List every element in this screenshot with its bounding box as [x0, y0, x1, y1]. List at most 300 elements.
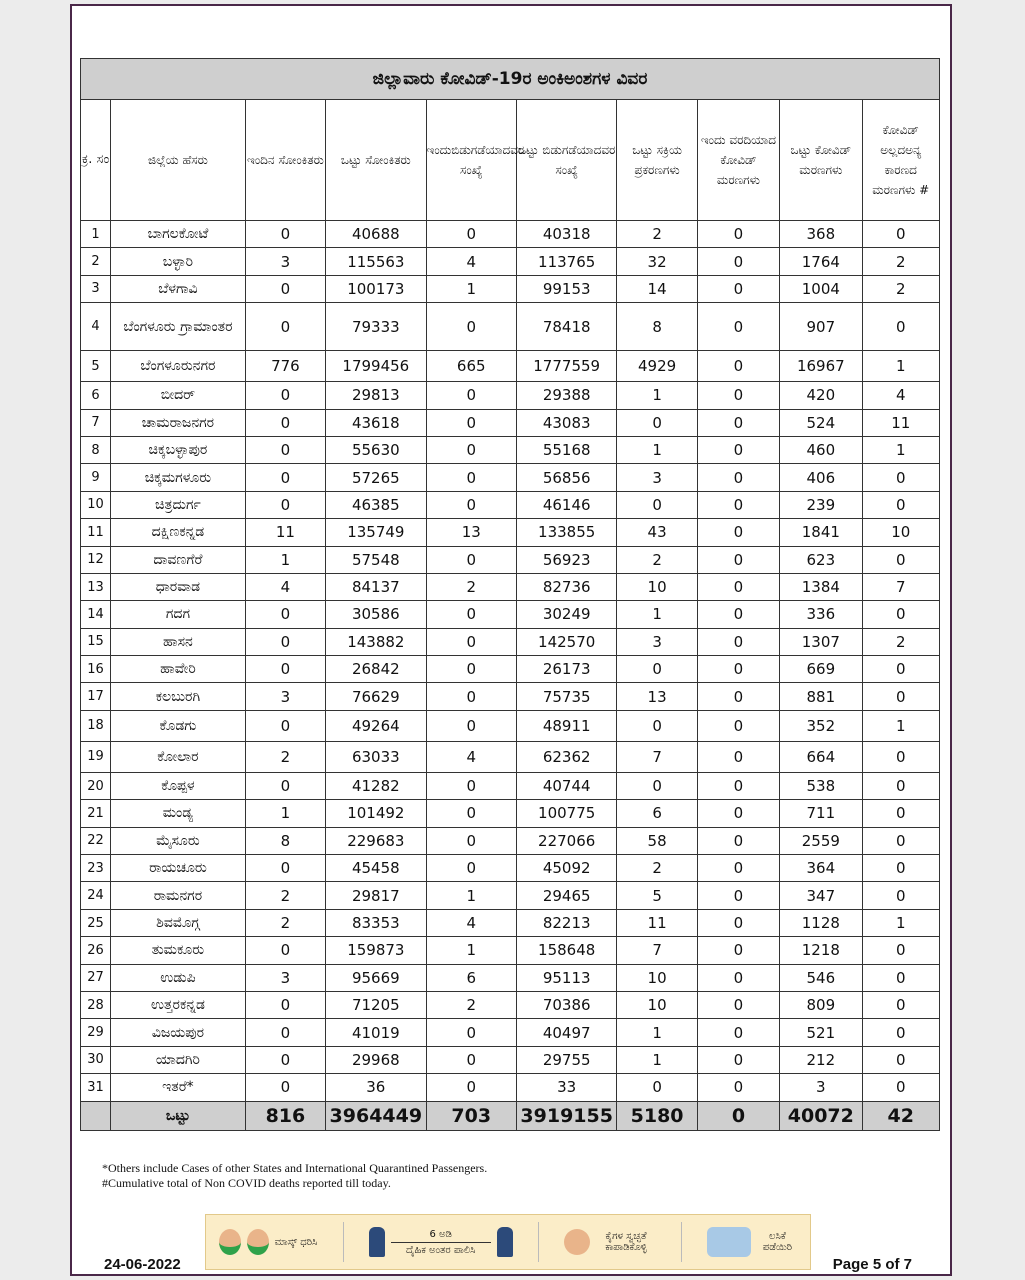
footnotes	[102, 1161, 487, 1191]
total-value: 3964449	[326, 1101, 426, 1130]
value-cell: 0	[426, 491, 516, 518]
table-row	[81, 436, 940, 463]
serial-cell: 8	[81, 436, 111, 463]
value-cell: 0	[617, 491, 697, 518]
value-cell: 0	[426, 1074, 516, 1101]
value-cell: 0	[245, 601, 325, 628]
value-cell: 11	[245, 519, 325, 546]
value-cell: 0	[862, 1019, 939, 1046]
value-cell: 0	[245, 628, 325, 655]
table-row	[81, 628, 940, 655]
table-row	[81, 303, 940, 351]
value-cell: 63033	[326, 741, 426, 772]
value-cell: 79333	[326, 303, 426, 351]
distance-sub-label: ದೈಹಿಕ ಅಂತರ ಪಾಲಿಸಿ	[405, 1244, 476, 1256]
value-cell: 40744	[516, 772, 616, 799]
value-cell: 0	[697, 855, 779, 882]
value-cell: 56856	[516, 464, 616, 491]
footnote-non-covid: #Cumulative total of Non COVID deaths reported till today.	[102, 1176, 391, 1190]
value-cell: 0	[426, 409, 516, 436]
district-cell: ಬೆಂಗಳೂರು ಗ್ರಾಮಾಂತರ	[111, 303, 246, 351]
serial-cell: 11	[81, 519, 111, 546]
divider	[343, 1222, 344, 1262]
serial-cell: 27	[81, 964, 111, 991]
value-cell: 0	[426, 221, 516, 248]
value-cell: 0	[697, 937, 779, 964]
value-cell: 227066	[516, 827, 616, 854]
value-cell: 1218	[780, 937, 862, 964]
table-title: ಜಿಲ್ಲಾವಾರು ಕೋವಿಡ್-19ರ ಅಂಕಿಅಂಶಗಳ ವಿವರ	[81, 59, 940, 100]
value-cell: 1	[426, 275, 516, 302]
header-row	[81, 100, 940, 221]
value-cell: 0	[697, 1046, 779, 1073]
value-cell: 0	[862, 683, 939, 710]
value-cell: 0	[862, 656, 939, 683]
total-row	[81, 1101, 940, 1130]
value-cell: 10	[862, 519, 939, 546]
table-row	[81, 221, 940, 248]
mask-face-icon	[247, 1229, 269, 1255]
value-cell: 10	[617, 964, 697, 991]
district-cell: ಚಿಕ್ಕಬಳ್ಳಾಪುರ	[111, 436, 246, 463]
value-cell: 521	[780, 1019, 862, 1046]
table-row	[81, 991, 940, 1018]
value-cell: 524	[780, 409, 862, 436]
value-cell: 0	[426, 1019, 516, 1046]
value-cell: 11	[862, 409, 939, 436]
value-cell: 45458	[326, 855, 426, 882]
value-cell: 0	[697, 710, 779, 741]
total-value: 816	[245, 1101, 325, 1130]
value-cell: 4929	[617, 351, 697, 382]
value-cell: 0	[697, 573, 779, 600]
value-cell: 4	[245, 573, 325, 600]
value-cell: 0	[862, 772, 939, 799]
district-cell: ಚಿತ್ರದುರ್ಗ	[111, 491, 246, 518]
value-cell: 0	[697, 248, 779, 275]
district-cell: ಬೀದರ್	[111, 382, 246, 409]
value-cell: 62362	[516, 741, 616, 772]
distance-label: 6 ಅಡಿ	[429, 1228, 452, 1240]
total-value: 703	[426, 1101, 516, 1130]
mask-section	[219, 1229, 318, 1255]
value-cell: 0	[426, 601, 516, 628]
value-cell: 0	[697, 1019, 779, 1046]
value-cell: 16967	[780, 351, 862, 382]
value-cell: 2	[426, 991, 516, 1018]
value-cell: 1128	[780, 909, 862, 936]
value-cell: 0	[862, 601, 939, 628]
value-cell: 1	[245, 800, 325, 827]
value-cell: 6	[426, 964, 516, 991]
value-cell: 1	[617, 1046, 697, 1073]
table-row	[81, 573, 940, 600]
value-cell: 0	[245, 275, 325, 302]
page-number: Page 5 of 7	[832, 1256, 912, 1273]
value-cell: 0	[617, 1074, 697, 1101]
total-value: 42	[862, 1101, 939, 1130]
value-cell: 2	[617, 855, 697, 882]
value-cell: 4	[426, 741, 516, 772]
value-cell: 0	[697, 909, 779, 936]
value-cell: 0	[862, 937, 939, 964]
table-row	[81, 909, 940, 936]
district-cell: ಧಾರವಾಡ	[111, 573, 246, 600]
value-cell: 0	[862, 827, 939, 854]
value-cell: 32	[617, 248, 697, 275]
value-cell: 1764	[780, 248, 862, 275]
district-cell: ಶಿವಮೊಗ್ಗ	[111, 909, 246, 936]
value-cell: 0	[426, 827, 516, 854]
serial-cell: 25	[81, 909, 111, 936]
value-cell: 1	[426, 882, 516, 909]
value-cell: 83353	[326, 909, 426, 936]
value-cell: 11	[617, 909, 697, 936]
report-date: 24-06-2022	[104, 1256, 181, 1273]
value-cell: 43	[617, 519, 697, 546]
value-cell: 100173	[326, 275, 426, 302]
value-cell: 2	[617, 546, 697, 573]
value-cell: 0	[617, 409, 697, 436]
value-cell: 75735	[516, 683, 616, 710]
value-cell: 0	[426, 382, 516, 409]
value-cell: 57548	[326, 546, 426, 573]
value-cell: 55630	[326, 436, 426, 463]
value-cell: 46146	[516, 491, 616, 518]
value-cell: 7	[617, 937, 697, 964]
value-cell: 669	[780, 656, 862, 683]
district-cell: ದಕ್ಷಿಣಕನ್ನಡ	[111, 519, 246, 546]
value-cell: 0	[697, 382, 779, 409]
value-cell: 1	[617, 1019, 697, 1046]
column-header: ಒಟ್ಟು ಕೋವಿಡ್ ಮರಣಗಳು	[780, 100, 862, 221]
column-header: ಒಟ್ಟು ಬಿಡುಗಡೆಯಾದವರ ಸಂಖ್ಯೆ	[516, 100, 616, 221]
value-cell: 0	[697, 546, 779, 573]
value-cell: 1004	[780, 275, 862, 302]
table-row	[81, 409, 940, 436]
value-cell: 41282	[326, 772, 426, 799]
table-row	[81, 1074, 940, 1101]
value-cell: 212	[780, 1046, 862, 1073]
value-cell: 0	[426, 710, 516, 741]
district-cell: ಮೈಸೂರು	[111, 827, 246, 854]
serial-cell: 14	[81, 601, 111, 628]
serial-cell: 22	[81, 827, 111, 854]
value-cell: 45092	[516, 855, 616, 882]
value-cell: 0	[697, 683, 779, 710]
column-header: ಒಟ್ಟು ಸೋಂಕಿತರು	[326, 100, 426, 221]
hand-wash-icon	[564, 1229, 590, 1255]
value-cell: 229683	[326, 827, 426, 854]
value-cell: 100775	[516, 800, 616, 827]
value-cell: 0	[245, 303, 325, 351]
vaccine-label: ಲಸಿಕೆ ಪಡೆಯಿರಿ	[762, 1231, 792, 1253]
serial-cell: 29	[81, 1019, 111, 1046]
value-cell: 0	[697, 800, 779, 827]
value-cell: 14	[617, 275, 697, 302]
district-cell: ಇತರೆ*	[111, 1074, 246, 1101]
value-cell: 0	[245, 491, 325, 518]
value-cell: 0	[426, 464, 516, 491]
value-cell: 0	[245, 221, 325, 248]
value-cell: 0	[245, 855, 325, 882]
table-row	[81, 1046, 940, 1073]
value-cell: 0	[862, 221, 939, 248]
value-cell: 336	[780, 601, 862, 628]
value-cell: 6	[617, 800, 697, 827]
value-cell: 0	[245, 382, 325, 409]
person-icon	[497, 1227, 513, 1257]
serial-cell: 3	[81, 275, 111, 302]
value-cell: 0	[245, 1019, 325, 1046]
total-value: 0	[697, 1101, 779, 1130]
value-cell: 1777559	[516, 351, 616, 382]
value-cell: 0	[697, 628, 779, 655]
value-cell: 0	[245, 656, 325, 683]
value-cell: 8	[245, 827, 325, 854]
value-cell: 1	[862, 351, 939, 382]
table-row	[81, 937, 940, 964]
value-cell: 881	[780, 683, 862, 710]
value-cell: 711	[780, 800, 862, 827]
value-cell: 7	[862, 573, 939, 600]
value-cell: 0	[245, 710, 325, 741]
serial-cell: 26	[81, 937, 111, 964]
value-cell: 95669	[326, 964, 426, 991]
table-row	[81, 351, 940, 382]
value-cell: 2	[245, 909, 325, 936]
hands-section	[564, 1229, 656, 1255]
table-row	[81, 741, 940, 772]
value-cell: 76629	[326, 683, 426, 710]
serial-cell: 16	[81, 656, 111, 683]
total-value: 5180	[617, 1101, 697, 1130]
value-cell: 0	[862, 964, 939, 991]
value-cell: 29813	[326, 382, 426, 409]
value-cell: 82213	[516, 909, 616, 936]
value-cell: 1	[617, 601, 697, 628]
document-page	[70, 4, 952, 1276]
value-cell: 460	[780, 436, 862, 463]
value-cell: 5	[617, 882, 697, 909]
column-header: ಇಂದು ವರದಿಯಾದ ಕೋವಿಡ್ ಮರಣಗಳು	[697, 100, 779, 221]
column-header: ಜಿಲ್ಲೆಯ ಹೆಸರು	[111, 100, 246, 221]
value-cell: 30586	[326, 601, 426, 628]
value-cell: 3	[245, 964, 325, 991]
table-row	[81, 855, 940, 882]
value-cell: 40688	[326, 221, 426, 248]
total-value: 3919155	[516, 1101, 616, 1130]
value-cell: 135749	[326, 519, 426, 546]
value-cell: 0	[426, 855, 516, 882]
distance-section	[369, 1227, 513, 1257]
value-cell: 10	[617, 991, 697, 1018]
value-cell: 0	[862, 855, 939, 882]
value-cell: 4	[426, 909, 516, 936]
table-row	[81, 882, 940, 909]
serial-cell: 6	[81, 382, 111, 409]
value-cell: 71205	[326, 991, 426, 1018]
district-cell: ಚಿಕ್ಕಮಗಳೂರು	[111, 464, 246, 491]
value-cell: 664	[780, 741, 862, 772]
value-cell: 43083	[516, 409, 616, 436]
value-cell: 0	[245, 772, 325, 799]
footnote-others: *Others include Cases of other States and International Quarantined Passengers.	[102, 1161, 488, 1175]
distance-arrow-icon	[391, 1242, 491, 1243]
table-row	[81, 827, 940, 854]
district-cell: ವಿಜಯಪುರ	[111, 1019, 246, 1046]
value-cell: 0	[426, 1046, 516, 1073]
value-cell: 0	[862, 464, 939, 491]
value-cell: 78418	[516, 303, 616, 351]
value-cell: 2	[245, 741, 325, 772]
value-cell: 0	[697, 601, 779, 628]
mask-face-icon	[219, 1229, 241, 1255]
table-row	[81, 546, 940, 573]
table-body	[81, 221, 940, 1102]
value-cell: 10	[617, 573, 697, 600]
value-cell: 0	[697, 519, 779, 546]
serial-cell: 21	[81, 800, 111, 827]
value-cell: 1307	[780, 628, 862, 655]
value-cell: 2	[862, 275, 939, 302]
serial-cell: 5	[81, 351, 111, 382]
value-cell: 1841	[780, 519, 862, 546]
value-cell: 1	[862, 710, 939, 741]
value-cell: 0	[697, 964, 779, 991]
value-cell: 82736	[516, 573, 616, 600]
value-cell: 29968	[326, 1046, 426, 1073]
value-cell: 1799456	[326, 351, 426, 382]
value-cell: 101492	[326, 800, 426, 827]
value-cell: 0	[697, 303, 779, 351]
district-cell: ಯಾದಗಿರಿ	[111, 1046, 246, 1073]
serial-cell: 2	[81, 248, 111, 275]
district-cell: ಕೋಲಾರ	[111, 741, 246, 772]
serial-cell: 20	[81, 772, 111, 799]
serial-cell: 4	[81, 303, 111, 351]
district-cell: ಮಂಡ್ಯ	[111, 800, 246, 827]
value-cell: 4	[426, 248, 516, 275]
value-cell: 1	[617, 436, 697, 463]
district-cell: ಕೊಡಗು	[111, 710, 246, 741]
value-cell: 0	[426, 772, 516, 799]
district-cell: ಬೆಳಗಾವಿ	[111, 275, 246, 302]
value-cell: 0	[245, 1046, 325, 1073]
serial-cell: 1	[81, 221, 111, 248]
serial-cell: 19	[81, 741, 111, 772]
value-cell: 3	[780, 1074, 862, 1101]
total-value: 40072	[780, 1101, 862, 1130]
vaccination-icon	[707, 1227, 751, 1257]
district-cell: ಕೊಪ್ಪಳ	[111, 772, 246, 799]
value-cell: 3	[617, 628, 697, 655]
value-cell: 0	[245, 991, 325, 1018]
table-row	[81, 491, 940, 518]
value-cell: 48911	[516, 710, 616, 741]
value-cell: 3	[245, 248, 325, 275]
value-cell: 57265	[326, 464, 426, 491]
value-cell: 29817	[326, 882, 426, 909]
district-cell: ಗದಗ	[111, 601, 246, 628]
value-cell: 1	[862, 909, 939, 936]
divider	[538, 1222, 539, 1262]
table-row	[81, 248, 940, 275]
value-cell: 0	[862, 303, 939, 351]
column-header: ಕೋವಿಡ್ ಅಲ್ಲದಅನ್ಯ ಕಾರಣದ ಮರಣಗಳು #	[862, 100, 939, 221]
value-cell: 99153	[516, 275, 616, 302]
district-cell: ತುಮಕೂರು	[111, 937, 246, 964]
value-cell: 70386	[516, 991, 616, 1018]
value-cell: 2	[245, 882, 325, 909]
value-cell: 55168	[516, 436, 616, 463]
column-header: ಇಂದುಬಿಡುಗಡೆಯಾದವರ ಸಂಖ್ಯೆ	[426, 100, 516, 221]
value-cell: 0	[426, 303, 516, 351]
value-cell: 40497	[516, 1019, 616, 1046]
value-cell: 1	[245, 546, 325, 573]
mask-label: ಮಾಸ್ಕ್ ಧರಿಸಿ	[274, 1236, 318, 1248]
district-cell: ಉತ್ತರಕನ್ನಡ	[111, 991, 246, 1018]
value-cell: 1	[617, 382, 697, 409]
value-cell: 0	[697, 656, 779, 683]
district-cell: ರಾಮನಗರ	[111, 882, 246, 909]
value-cell: 1384	[780, 573, 862, 600]
value-cell: 0	[426, 683, 516, 710]
value-cell: 33	[516, 1074, 616, 1101]
serial-cell: 15	[81, 628, 111, 655]
value-cell: 115563	[326, 248, 426, 275]
column-header: ಒಟ್ಟು ಸಕ್ರಿಯ ಪ್ರಕರಣಗಳು	[617, 100, 697, 221]
value-cell: 58	[617, 827, 697, 854]
table-row	[81, 464, 940, 491]
value-cell: 2	[862, 248, 939, 275]
value-cell: 0	[697, 741, 779, 772]
value-cell: 809	[780, 991, 862, 1018]
value-cell: 0	[697, 827, 779, 854]
value-cell: 0	[426, 436, 516, 463]
value-cell: 368	[780, 221, 862, 248]
district-cell: ಬಾಗಲಕೋಟೆ	[111, 221, 246, 248]
value-cell: 0	[245, 436, 325, 463]
value-cell: 352	[780, 710, 862, 741]
value-cell: 29465	[516, 882, 616, 909]
value-cell: 0	[245, 464, 325, 491]
district-cell: ದಾವಣಗೆರೆ	[111, 546, 246, 573]
serial-cell: 12	[81, 546, 111, 573]
value-cell: 546	[780, 964, 862, 991]
value-cell: 0	[426, 800, 516, 827]
column-header: ಇಂದಿನ ಸೋಂಕಿತರು	[245, 100, 325, 221]
value-cell: 0	[697, 409, 779, 436]
value-cell: 0	[697, 351, 779, 382]
value-cell: 41019	[326, 1019, 426, 1046]
table-row	[81, 683, 940, 710]
serial-cell: 7	[81, 409, 111, 436]
value-cell: 0	[697, 275, 779, 302]
value-cell: 0	[862, 991, 939, 1018]
value-cell: 364	[780, 855, 862, 882]
value-cell: 2559	[780, 827, 862, 854]
safety-banner	[205, 1214, 811, 1270]
covid-stats-table	[80, 58, 940, 1131]
value-cell: 0	[697, 464, 779, 491]
value-cell: 43618	[326, 409, 426, 436]
value-cell: 29388	[516, 382, 616, 409]
total-label: ಒಟ್ಟು	[111, 1101, 246, 1130]
table-row	[81, 382, 940, 409]
value-cell: 623	[780, 546, 862, 573]
table-row	[81, 800, 940, 827]
